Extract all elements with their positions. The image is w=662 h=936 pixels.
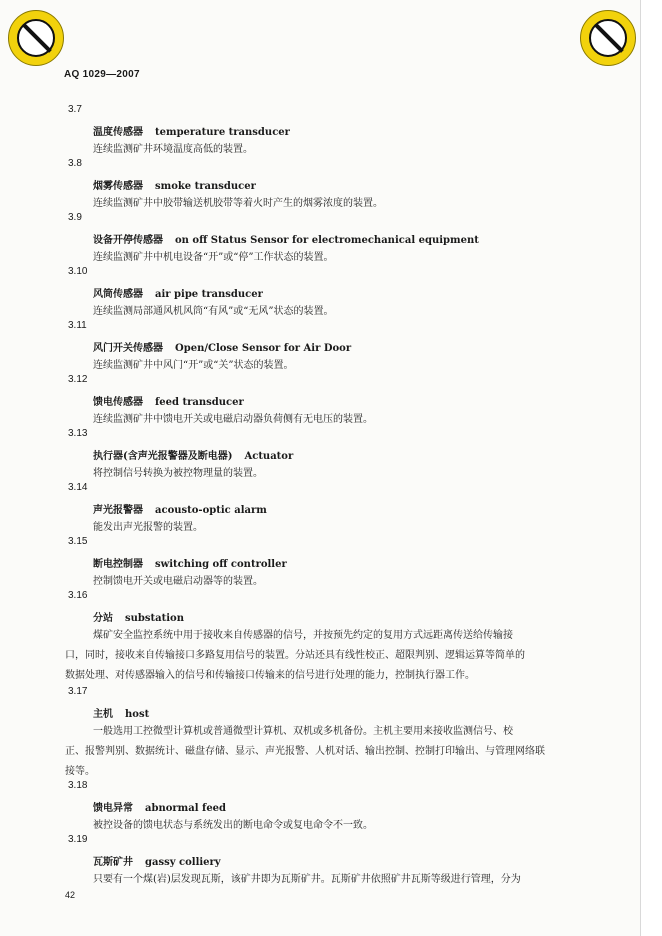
term-number: 3.14 bbox=[68, 482, 88, 493]
term-number: 3.8 bbox=[68, 158, 82, 169]
term-title bbox=[93, 231, 479, 246]
term-definition: 连续监测矿井中馈电开关或电磁启动器负荷侧有无电压的装置。 bbox=[93, 414, 373, 425]
term-title bbox=[93, 705, 149, 720]
term-number: 3.11 bbox=[68, 320, 87, 331]
term-title bbox=[93, 177, 256, 192]
term-en: on off Status Sensor for electromechanical equipment bbox=[175, 235, 479, 246]
term-zh: 断电控制器 bbox=[93, 559, 143, 570]
term-definition-line: 一般选用工控微型计算机或普通微型计算机、双机或多机备份。主机主要用来接收监测信号、校 bbox=[93, 726, 513, 737]
term-title bbox=[93, 501, 267, 516]
term-zh: 温度传感器 bbox=[93, 127, 143, 138]
term-zh: 馈电异常 bbox=[93, 803, 133, 814]
term-title bbox=[93, 285, 263, 300]
term-definition-line: 数据处理、对传感器输入的信号和传输接口传输来的信号进行处理的能力，控制执行器工作。 bbox=[65, 670, 475, 681]
term-definition-line: 煤矿安全监控系统中用于接收来自传感器的信号，并按预先约定的复用方式远距离传送给传输接 bbox=[93, 630, 513, 641]
term-number: 3.13 bbox=[68, 428, 88, 439]
term-zh: 声光报警器 bbox=[93, 505, 143, 516]
term-number: 3.9 bbox=[68, 212, 82, 223]
term-en: abnormal feed bbox=[145, 803, 227, 814]
term-title bbox=[93, 799, 226, 814]
term-zh: 馈电传感器 bbox=[93, 397, 143, 408]
term-number: 3.7 bbox=[68, 104, 82, 115]
term-title bbox=[93, 123, 290, 138]
term-definition: 被控设备的馈电状态与系统发出的断电命令或复电命令不一致。 bbox=[93, 820, 373, 831]
term-en: feed transducer bbox=[155, 397, 244, 408]
pdf-xchange-stamp-right[interactable] bbox=[580, 10, 636, 66]
term-number: 3.17 bbox=[68, 686, 88, 697]
term-number: 3.16 bbox=[68, 590, 88, 601]
term-zh: 执行器(含声光报警器及断电器) bbox=[93, 451, 233, 462]
pdf-xchange-stamp-left[interactable] bbox=[8, 10, 64, 66]
term-number: 3.18 bbox=[68, 780, 88, 791]
term-definition-line: 口，同时，接收来自传输接口多路复用信号的装置。分站还具有线性校正、超限判别、逻辑运算等简单的 bbox=[65, 650, 525, 661]
term-en: gassy colliery bbox=[145, 857, 221, 868]
term-title bbox=[93, 555, 287, 570]
standard-number: AQ 1029—2007 bbox=[64, 69, 140, 80]
term-zh: 设备开停传感器 bbox=[93, 235, 163, 246]
term-definition: 连续监测矿井中胶带输送机胶带等着火时产生的烟雾浓度的装置。 bbox=[93, 198, 383, 209]
term-definition: 连续监测矿井环境温度高低的装置。 bbox=[93, 144, 253, 155]
term-title bbox=[93, 853, 221, 868]
term-zh: 风门开关传感器 bbox=[93, 343, 163, 354]
term-definition: 能发出声光报警的装置。 bbox=[93, 522, 203, 533]
term-definition: 连续监测矿井中机电设备“开”或“停”工作状态的装置。 bbox=[93, 252, 334, 263]
term-en: Actuator bbox=[244, 451, 294, 462]
term-number: 3.10 bbox=[68, 266, 88, 277]
term-zh: 分站 bbox=[93, 613, 113, 624]
term-title bbox=[93, 609, 184, 624]
term-definition: 控制馈电开关或电磁启动器等的装置。 bbox=[93, 576, 263, 587]
term-en: smoke transducer bbox=[155, 181, 256, 192]
term-en: acousto-optic alarm bbox=[155, 505, 267, 516]
term-number: 3.19 bbox=[68, 834, 88, 845]
term-en: temperature transducer bbox=[155, 127, 290, 138]
term-en: air pipe transducer bbox=[155, 289, 263, 300]
term-en: substation bbox=[125, 613, 184, 624]
term-definition: 将控制信号转换为被控物理量的装置。 bbox=[93, 468, 263, 479]
term-zh: 风筒传感器 bbox=[93, 289, 143, 300]
term-definition-line: 接等。 bbox=[65, 766, 95, 777]
term-en: host bbox=[125, 709, 150, 720]
term-title bbox=[93, 393, 244, 408]
term-number: 3.15 bbox=[68, 536, 88, 547]
page-number: 42 bbox=[65, 890, 76, 900]
term-definition-line: 正、报警判别、数据统计、磁盘存储、显示、声光报警、人机对话、输出控制、控制打印输出、与管理网络联 bbox=[65, 746, 545, 757]
term-definition-line: 只要有一个煤(岩)层发现瓦斯，该矿井即为瓦斯矿井。瓦斯矿井依照矿井瓦斯等级进行管理，分为 bbox=[93, 874, 521, 885]
term-en: Open/Close Sensor for Air Door bbox=[175, 343, 352, 354]
term-number: 3.12 bbox=[68, 374, 88, 385]
term-title bbox=[93, 339, 351, 354]
term-definition: 连续监测局部通风机风筒“有风”或“无风”状态的装置。 bbox=[93, 306, 334, 317]
term-zh: 瓦斯矿井 bbox=[93, 857, 133, 868]
term-definition: 连续监测矿井中风门“开”或“关”状态的装置。 bbox=[93, 360, 294, 371]
term-en: switching off controller bbox=[155, 559, 287, 570]
term-zh: 烟雾传感器 bbox=[93, 181, 143, 192]
page-edge bbox=[640, 0, 662, 936]
term-title bbox=[93, 447, 293, 462]
term-zh: 主机 bbox=[93, 709, 113, 720]
